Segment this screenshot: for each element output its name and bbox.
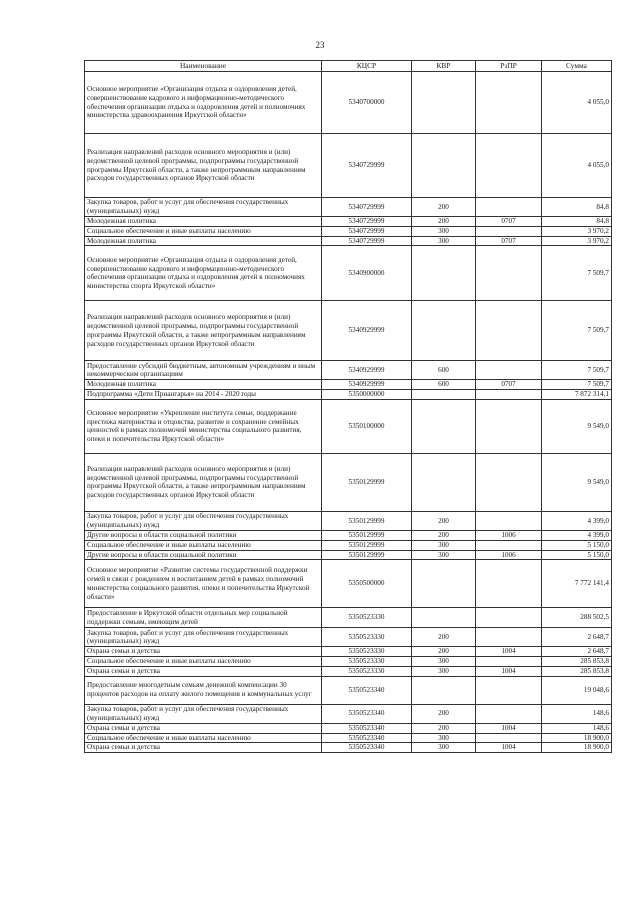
kvr-cell: 200 — [412, 530, 476, 540]
kcsr-cell: 5350523340 — [322, 704, 412, 723]
kvr-cell: 200 — [412, 723, 476, 733]
table-header — [85, 61, 612, 72]
rzpr-cell — [476, 511, 542, 530]
rzpr-cell — [476, 198, 542, 217]
name-cell: Основное мероприятие «Организация отдыха и оздоровления детей, совершенствование кадрового и информационно-методического обеспечения организации отдыха и оздоровления детей в полномочиях министерства спорта Иркутской области» — [85, 246, 322, 301]
sum-cell: 285 853,8 — [542, 666, 612, 676]
table-row — [85, 676, 612, 704]
kvr-cell: 300 — [412, 743, 476, 753]
kcsr-cell: 5340729999 — [322, 236, 412, 246]
name-cell: Реализация направлений расходов основного мероприятия и (или) ведомственной целевой программы, подпрограммы государственной программы Иркутской области, а также непрограммным направлениям расходов государственных органов Иркутской области — [85, 301, 322, 361]
kvr-cell: 300 — [412, 236, 476, 246]
kvr-cell: 300 — [412, 657, 476, 667]
header-name: Наименование — [85, 61, 322, 72]
kvr-cell — [412, 560, 476, 608]
name-cell: Реализация направлений расходов основного мероприятия и (или) ведомственной целевой программы, подпрограммы государственной программы Иркутской области, а также непрограммным направлениям расходов государственных органов Иркутской области — [85, 453, 322, 511]
kcsr-cell: 5350129999 — [322, 530, 412, 540]
kcsr-cell: 5350523330 — [322, 666, 412, 676]
table-row — [85, 226, 612, 236]
name-cell: Охрана семьи и детства — [85, 647, 322, 657]
sum-cell: 3 970,2 — [542, 226, 612, 236]
sum-cell: 84,8 — [542, 217, 612, 227]
kcsr-cell: 5340929999 — [322, 380, 412, 390]
sum-cell: 18 900,0 — [542, 743, 612, 753]
rzpr-cell: 1004 — [476, 743, 542, 753]
header-sum: Сумма — [542, 61, 612, 72]
rzpr-cell — [476, 704, 542, 723]
kvr-cell — [412, 399, 476, 453]
kcsr-cell: 5340900000 — [322, 246, 412, 301]
kvr-cell: 200 — [412, 198, 476, 217]
table-row — [85, 453, 612, 511]
name-cell: Закупка товаров, работ и услуг для обеспечения государственных (муниципальных) нужд — [85, 511, 322, 530]
kvr-cell: 300 — [412, 733, 476, 743]
rzpr-cell — [476, 628, 542, 647]
kcsr-cell: 5350129999 — [322, 453, 412, 511]
table-row — [85, 560, 612, 608]
name-cell: Молодежная политика — [85, 217, 322, 227]
sum-cell: 19 048,6 — [542, 676, 612, 704]
name-cell: Закупка товаров, работ и услуг для обеспечения государственных (муниципальных) нужд — [85, 704, 322, 723]
name-cell: Охрана семьи и детства — [85, 723, 322, 733]
kvr-cell: 600 — [412, 361, 476, 380]
rzpr-cell: 0707 — [476, 217, 542, 227]
name-cell: Основное мероприятие «Развитие системы государственной поддержки семей в связи с рождением и воспитанием детей в рамках полномочий министерства социального развития, опеки и попечительства Иркутской области» — [85, 560, 322, 608]
name-cell: Другие вопросы в области социальной политики — [85, 530, 322, 540]
table-row — [85, 530, 612, 540]
sum-cell: 4 399,0 — [542, 511, 612, 530]
table-row — [85, 511, 612, 530]
rzpr-cell: 1004 — [476, 723, 542, 733]
kvr-cell: 300 — [412, 226, 476, 236]
name-cell: Другие вопросы в области социальной политики — [85, 550, 322, 560]
sum-cell: 2 648,7 — [542, 628, 612, 647]
kcsr-cell: 5350000000 — [322, 390, 412, 400]
kcsr-cell: 5350100000 — [322, 399, 412, 453]
kcsr-cell: 5350129999 — [322, 550, 412, 560]
rzpr-cell — [476, 390, 542, 400]
name-cell: Предоставление многодетным семьям денежной компенсации 30 процентов расходов на оплату жилого помещения и коммунальных услуг — [85, 676, 322, 704]
table-row — [85, 550, 612, 560]
sum-cell: 285 853,8 — [542, 657, 612, 667]
sum-cell: 4 055,0 — [542, 72, 612, 134]
name-cell: Социальное обеспечение и иные выплаты населению — [85, 657, 322, 667]
name-cell: Основное мероприятие «Организация отдыха и оздоровления детей, совершенствование кадрового и информационно-методического обеспечения организации отдыха и оздоровления детей и полномочиях министерства здравоохранения Иркутской области» — [85, 72, 322, 134]
budget-table — [84, 60, 612, 753]
table-row — [85, 72, 612, 134]
name-cell: Закупка товаров, работ и услуг для обеспечения государственных (муниципальных) нужд — [85, 198, 322, 217]
table-body — [85, 72, 612, 753]
rzpr-cell — [476, 246, 542, 301]
rzpr-cell — [476, 361, 542, 380]
sum-cell: 3 970,2 — [542, 236, 612, 246]
table-row — [85, 608, 612, 628]
kcsr-cell: 5350129999 — [322, 540, 412, 550]
sum-cell: 18 900,0 — [542, 733, 612, 743]
name-cell: Закупка товаров, работ и услуг для обеспечения государственных (муниципальных) нужд — [85, 628, 322, 647]
table-row — [85, 236, 612, 246]
name-cell: Молодежная политика — [85, 236, 322, 246]
sum-cell: 288 502,5 — [542, 608, 612, 628]
name-cell: Социальное обеспечение и иные выплаты населению — [85, 540, 322, 550]
rzpr-cell — [476, 453, 542, 511]
rzpr-cell: 1004 — [476, 647, 542, 657]
table-row — [85, 134, 612, 198]
kvr-cell: 600 — [412, 380, 476, 390]
table-row — [85, 657, 612, 667]
sum-cell: 7 509,7 — [542, 246, 612, 301]
kvr-cell — [412, 390, 476, 400]
table-row — [85, 723, 612, 733]
name-cell: Охрана семьи и детства — [85, 743, 322, 753]
sum-cell: 4 399,0 — [542, 530, 612, 540]
table-row — [85, 399, 612, 453]
kvr-cell — [412, 676, 476, 704]
kcsr-cell: 5350523330 — [322, 608, 412, 628]
table-row — [85, 628, 612, 647]
name-cell: Предоставление субсидий бюджетным, автономным учреждениям и иным некоммерческим организациям — [85, 361, 322, 380]
header-kcsr: КЦСР — [322, 61, 412, 72]
kvr-cell: 200 — [412, 511, 476, 530]
kvr-cell: 300 — [412, 666, 476, 676]
kcsr-cell: 5350500000 — [322, 560, 412, 608]
table-row — [85, 198, 612, 217]
name-cell: Основное мероприятие «Укрепление института семьи, поддержание престижа материнства и отцовства, развитие и сохранение семейных ценностей в рамках полномочий министерства социального развития, опеки и попечительства Иркутской области» — [85, 399, 322, 453]
kcsr-cell: 5340729999 — [322, 217, 412, 227]
sum-cell: 7 509,7 — [542, 301, 612, 361]
kvr-cell — [412, 453, 476, 511]
sum-cell: 84,8 — [542, 198, 612, 217]
rzpr-cell — [476, 301, 542, 361]
kvr-cell: 300 — [412, 550, 476, 560]
sum-cell: 4 055,0 — [542, 134, 612, 198]
kcsr-cell: 5350523330 — [322, 647, 412, 657]
rzpr-cell: 1004 — [476, 666, 542, 676]
kcsr-cell: 5350523340 — [322, 743, 412, 753]
kcsr-cell: 5350523330 — [322, 628, 412, 647]
sum-cell: 9 549,0 — [542, 453, 612, 511]
rzpr-cell: 1006 — [476, 550, 542, 560]
name-cell: Реализация направлений расходов основного мероприятия и (или) ведомственной целевой программы, подпрограммы государственной программы Иркутской области, а также непрограммным направлениям расходов государственных органов Иркутской области — [85, 134, 322, 198]
kvr-cell: 200 — [412, 628, 476, 647]
sum-cell: 7 872 314,1 — [542, 390, 612, 400]
table-row — [85, 733, 612, 743]
rzpr-cell: 0707 — [476, 236, 542, 246]
kvr-cell: 200 — [412, 704, 476, 723]
kcsr-cell: 5340929999 — [322, 361, 412, 380]
name-cell: Охрана семьи и детства — [85, 666, 322, 676]
kcsr-cell: 5350523330 — [322, 657, 412, 667]
rzpr-cell — [476, 226, 542, 236]
page-number: 23 — [315, 40, 325, 50]
rzpr-cell: 1006 — [476, 530, 542, 540]
rzpr-cell — [476, 608, 542, 628]
table-row — [85, 380, 612, 390]
header-rzpr: РзПР — [476, 61, 542, 72]
kcsr-cell: 5350523340 — [322, 733, 412, 743]
sum-cell: 5 150,0 — [542, 550, 612, 560]
kvr-cell: 200 — [412, 647, 476, 657]
name-cell: Предоставление в Иркутской области отдельных мер социальной поддержки семьям, имеющим детей — [85, 608, 322, 628]
kvr-cell: 200 — [412, 217, 476, 227]
rzpr-cell — [476, 540, 542, 550]
kcsr-cell: 5350523340 — [322, 676, 412, 704]
kcsr-cell: 5340729999 — [322, 198, 412, 217]
sum-cell: 9 549,0 — [542, 399, 612, 453]
table-row — [85, 361, 612, 380]
sum-cell: 5 150,0 — [542, 540, 612, 550]
table-row — [85, 666, 612, 676]
rzpr-cell — [476, 733, 542, 743]
name-cell: Подпрограмма «Дети Приангарья» на 2014 - 2020 годы — [85, 390, 322, 400]
table-row — [85, 743, 612, 753]
name-cell: Социальное обеспечение и иные выплаты населению — [85, 226, 322, 236]
rzpr-cell — [476, 560, 542, 608]
kvr-cell — [412, 608, 476, 628]
kcsr-cell: 5340929999 — [322, 301, 412, 361]
sum-cell: 7 772 141,4 — [542, 560, 612, 608]
table-row — [85, 647, 612, 657]
kvr-cell — [412, 72, 476, 134]
rzpr-cell — [476, 134, 542, 198]
kcsr-cell: 5350523340 — [322, 723, 412, 733]
kcsr-cell: 5340729999 — [322, 226, 412, 236]
rzpr-cell — [476, 72, 542, 134]
sum-cell: 2 648,7 — [542, 647, 612, 657]
sum-cell: 148,6 — [542, 704, 612, 723]
rzpr-cell: 0707 — [476, 380, 542, 390]
rzpr-cell — [476, 657, 542, 667]
table-row — [85, 390, 612, 400]
kcsr-cell: 5340729999 — [322, 134, 412, 198]
name-cell: Социальное обеспечение и иные выплаты населению — [85, 733, 322, 743]
name-cell: Молодежная политика — [85, 380, 322, 390]
rzpr-cell — [476, 399, 542, 453]
kvr-cell: 300 — [412, 540, 476, 550]
table-row — [85, 704, 612, 723]
table-row — [85, 246, 612, 301]
sum-cell: 148,6 — [542, 723, 612, 733]
header-kvr: КВР — [412, 61, 476, 72]
kcsr-cell: 5340700000 — [322, 72, 412, 134]
header-row — [85, 61, 612, 72]
table-row — [85, 301, 612, 361]
sum-cell: 7 509,7 — [542, 361, 612, 380]
kvr-cell — [412, 134, 476, 198]
kvr-cell — [412, 301, 476, 361]
kcsr-cell: 5350129999 — [322, 511, 412, 530]
rzpr-cell — [476, 676, 542, 704]
table-row — [85, 540, 612, 550]
table-row — [85, 217, 612, 227]
kvr-cell — [412, 246, 476, 301]
sum-cell: 7 509,7 — [542, 380, 612, 390]
